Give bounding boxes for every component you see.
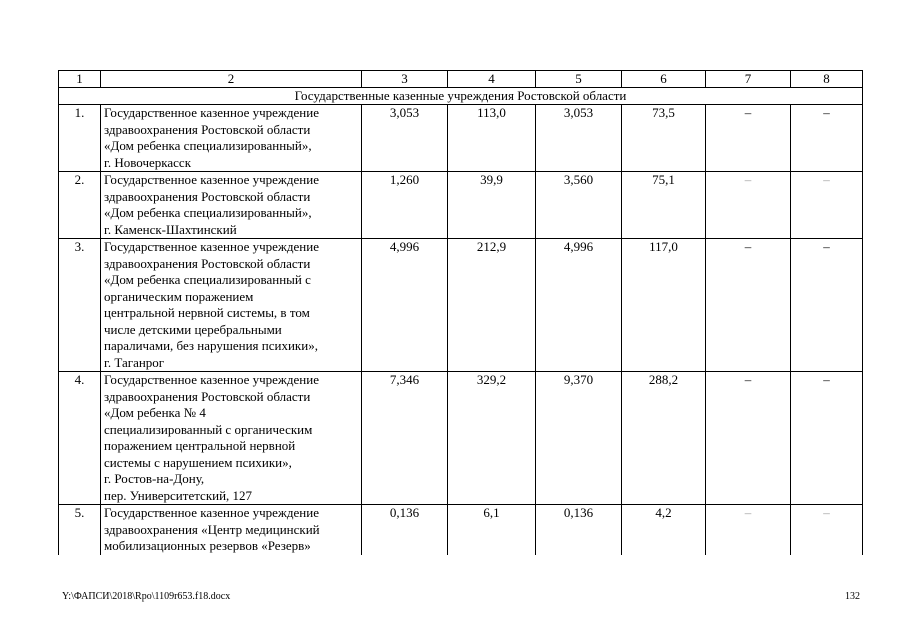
value-cell-col6: 4,2 [622, 505, 706, 555]
dash-value: – [744, 239, 752, 254]
value-cell-col3: 1,260 [362, 172, 448, 239]
dash-value: – [823, 172, 830, 187]
value-cell-col7 [706, 172, 791, 239]
section-row [59, 88, 863, 105]
institution-name-line: числе детскими церебральными [104, 321, 282, 337]
value-cell-col7 [706, 105, 791, 172]
table-row [59, 105, 863, 172]
row-number: 2. [59, 172, 101, 239]
row-number: 3. [59, 239, 101, 372]
dash-value: – [823, 505, 830, 520]
dash-value: – [823, 239, 830, 254]
value-cell-col3: 7,346 [362, 372, 448, 505]
table-row [59, 372, 863, 505]
institution-name-line: здравоохранения Ростовской области [104, 121, 311, 137]
institution-name-line: центральной нервной системы, в том [104, 305, 310, 320]
section-title: Государственные казенные учреждения Ростовской области [59, 88, 863, 105]
value-cell-col7 [706, 372, 791, 505]
value-cell-col4: 113,0 [448, 105, 536, 172]
institution-name [101, 105, 362, 172]
value-cell-col8 [791, 105, 863, 172]
institution-name-line: Государственное казенное учреждение [104, 172, 319, 187]
value-cell-col4: 329,2 [448, 372, 536, 505]
institution-name-line: поражением центральной нервной [104, 438, 296, 453]
institution-name-line: здравоохранения Ростовской области [104, 255, 311, 271]
header-cell: 8 [791, 71, 863, 88]
header-cell: 6 [622, 71, 706, 88]
institution-name-line: Государственное казенное учреждение [104, 505, 319, 520]
value-cell-col7 [706, 505, 791, 555]
value-cell-col3: 3,053 [362, 105, 448, 172]
value-cell-col5: 3,053 [536, 105, 622, 172]
value-cell-col5: 9,370 [536, 372, 622, 505]
value-cell-col3: 4,996 [362, 239, 448, 372]
institution-name-line: органическим поражением [104, 288, 254, 304]
table-row [59, 239, 863, 372]
value-cell-col4: 39,9 [448, 172, 536, 239]
institution-name-line: Государственное казенное учреждение [104, 239, 319, 254]
value-cell-col4: 212,9 [448, 239, 536, 372]
value-cell-col8 [791, 505, 863, 555]
table-row [59, 505, 863, 555]
institution-name-line: «Дом ребенка специализированный», [104, 205, 312, 220]
institution-name-line: здравоохранения Ростовской области [104, 188, 311, 204]
institution-name [101, 172, 362, 239]
data-table [58, 70, 863, 555]
institution-name-line: «Дом ребенка № 4 [104, 405, 206, 420]
dash-value: – [744, 372, 752, 387]
header-cell: 5 [536, 71, 622, 88]
table-row [59, 172, 863, 239]
value-cell-col4: 6,1 [448, 505, 536, 555]
institution-name-line: Государственное казенное учреждение [104, 372, 319, 387]
institution-name-line: «Дом ребенка специализированный», [104, 138, 312, 153]
institution-name-line: «Дом ребенка специализированный с [104, 272, 311, 287]
institution-name-line: системы с нарушением психики», [104, 454, 292, 470]
institution-name-line: г. Ростов-на-Дону, [104, 471, 205, 486]
value-cell-col6: 288,2 [622, 372, 706, 505]
value-cell-col5: 0,136 [536, 505, 622, 555]
dash-value: – [744, 172, 752, 187]
dash-value: – [823, 105, 830, 120]
institution-name [101, 372, 362, 505]
header-row [59, 71, 863, 88]
institution-name-line: г. Новочеркасск [104, 154, 192, 170]
dash-value: – [744, 105, 752, 120]
value-cell-col8 [791, 172, 863, 239]
institution-name-line: здравоохранения Ростовской области [104, 388, 311, 404]
file-path: Y:\ФАПСИ\2018\Rpo\1109r653.f18.docx [62, 591, 231, 602]
institution-name [101, 505, 362, 555]
header-cell: 7 [706, 71, 791, 88]
value-cell-col3: 0,136 [362, 505, 448, 555]
value-cell-col8 [791, 239, 863, 372]
row-number: 4. [59, 372, 101, 505]
value-cell-col8 [791, 372, 863, 505]
row-number: 5. [59, 505, 101, 555]
institution-name-line: параличами, без нарушения психики», [104, 338, 318, 353]
page-number: 132 [845, 591, 860, 602]
dash-value: – [744, 505, 752, 520]
value-cell-col6: 117,0 [622, 239, 706, 372]
institution-name-line: г. Каменск-Шахтинский [104, 221, 237, 237]
institution-name [101, 239, 362, 372]
row-number: 1. [59, 105, 101, 172]
value-cell-col5: 3,560 [536, 172, 622, 239]
value-cell-col5: 4,996 [536, 239, 622, 372]
header-cell: 1 [59, 71, 101, 88]
value-cell-col6: 75,1 [622, 172, 706, 239]
institution-name-line: г. Таганрог [104, 354, 165, 370]
dash-value: – [823, 372, 830, 387]
value-cell-col7 [706, 239, 791, 372]
institution-name-line: мобилизационных резервов «Резерв» [104, 538, 311, 553]
value-cell-col6: 73,5 [622, 105, 706, 172]
header-cell: 2 [101, 71, 362, 88]
institution-name-line: Государственное казенное учреждение [104, 105, 319, 120]
institution-name-line: пер. Университетский, 127 [104, 487, 253, 503]
institution-name-line: специализированный с органическим [104, 421, 313, 437]
header-cell: 3 [362, 71, 448, 88]
header-cell: 4 [448, 71, 536, 88]
institution-name-line: здравоохранения «Центр медицинский [104, 521, 320, 537]
